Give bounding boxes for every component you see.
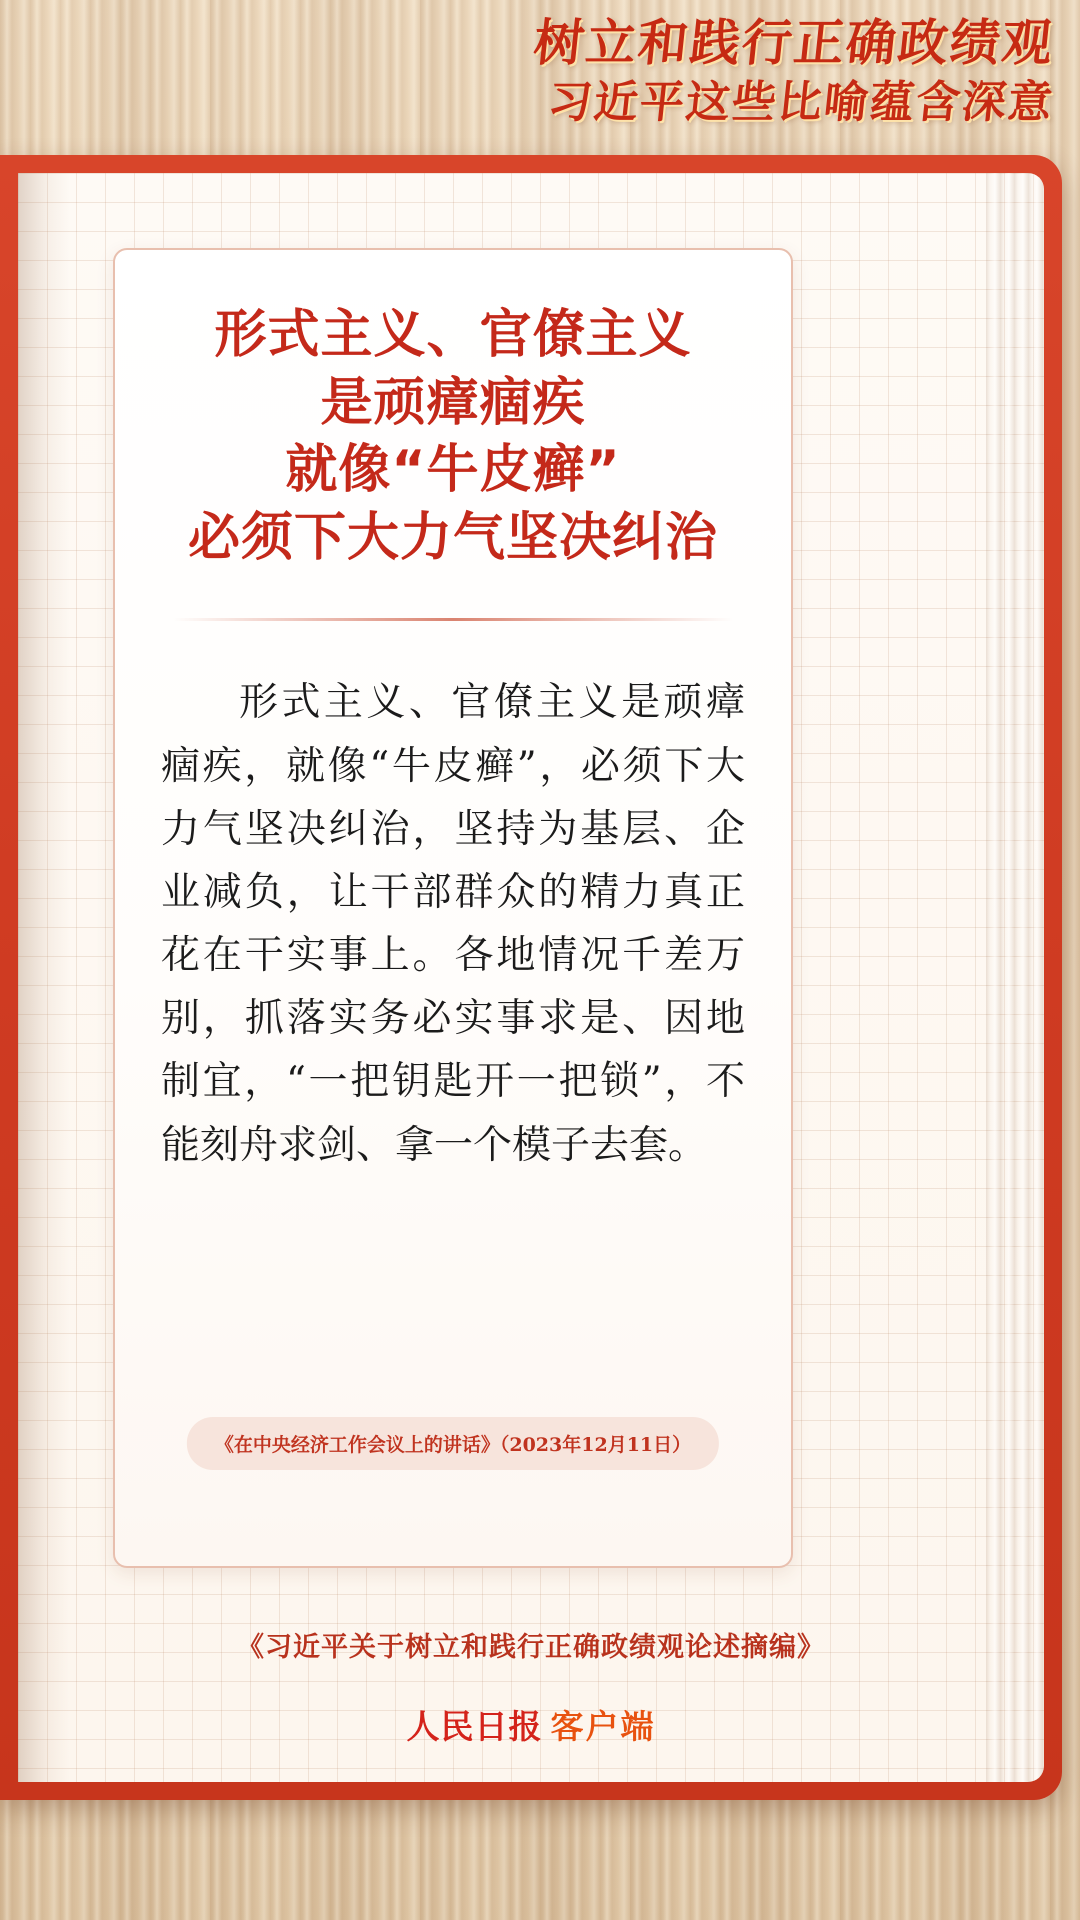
headline-line-1: 形式主义、官僚主义 — [214, 305, 692, 365]
brand-suffix: 客户端 — [550, 1707, 656, 1746]
headline-line-4: 必须下大力气坚决纠治 — [187, 507, 718, 568]
headline-line-2: 是顽瘴痼疾 — [320, 372, 586, 433]
page-edges — [986, 173, 1044, 1782]
red-card-frame — [0, 155, 1062, 1800]
header-title-line1: 树立和践行正确政绩观 — [531, 14, 1058, 72]
header-title-line2: 习近平这些比喻蕴含深意 — [545, 77, 1057, 128]
brand-logo — [18, 1701, 1044, 1748]
content-panel — [113, 248, 793, 1568]
source-citation-badge: 《在中央经济工作会议上的讲话》（2023年12月11日） — [187, 1417, 719, 1470]
page-spine-shadow — [18, 173, 70, 1782]
poster-header — [414, 14, 1058, 129]
headline — [151, 302, 755, 572]
headline-line-3: 就像“牛皮癣” — [285, 440, 621, 501]
headline-divider — [173, 618, 733, 621]
brand-name: 人民日报 — [406, 1707, 543, 1746]
quote-body-text: 形式主义、官僚主义是顽瘴痼疾，就像“牛皮癣”，必须下大力气坚决纠治，坚持为基层、企业减负，让干部群众的精力真正花在干实事上。各地情况千差万别，抓落实务必实事求是、因地制宜，“一把钥匙开一把锁”，不能刻舟求剑、拿一个模子去套。 — [161, 680, 745, 1168]
book-reference: 《习近平关于树立和践行正确政绩观论述摘编》 — [237, 1632, 825, 1663]
grid-paper-page — [18, 173, 1044, 1782]
